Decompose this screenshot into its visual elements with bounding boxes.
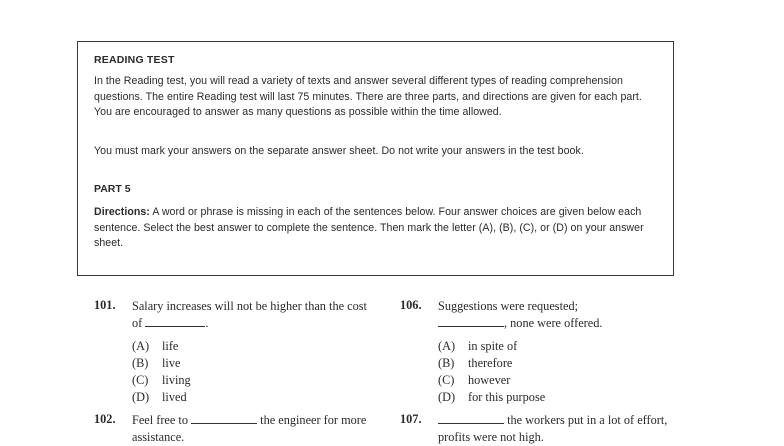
stem-text-after: .	[205, 316, 209, 330]
answer-sheet-instructions: You must mark your answers on the separate answer sheet. Do not write your answers in the test book.	[94, 145, 584, 157]
option-b: (B) therefore	[438, 356, 513, 370]
reading-test-instructions-box	[77, 41, 674, 276]
answer-blank	[438, 316, 504, 327]
answer-blank	[145, 316, 205, 327]
stem-text-after: the engineer for more assistance.	[132, 413, 367, 444]
part-title: PART 5	[94, 183, 131, 195]
reading-test-intro: In the Reading test, you will read a variety of texts and answer several different types of reading comprehension questions. The entire Reading test will last 75 minutes. There are three parts, and directions are given for each part. You are encouraged to answer as many questions as possible within the time allowed.	[94, 75, 642, 118]
option-a: (A) in spite of	[438, 339, 518, 353]
answer-options	[438, 338, 545, 406]
reading-test-title: READING TEST	[94, 54, 175, 66]
question-stem	[132, 298, 372, 332]
question-number: 107.	[400, 412, 422, 426]
answer-options	[132, 338, 191, 406]
option-d: (D) for this purpose	[438, 390, 546, 404]
answer-blank	[191, 413, 257, 424]
question-number: 101.	[94, 298, 116, 312]
option-c: (C) however	[438, 373, 511, 387]
stem-text: Suggestions were requested;	[438, 299, 579, 313]
option-c: (C) living	[132, 373, 191, 387]
option-d: (D) lived	[132, 390, 187, 404]
question-number: 102.	[94, 412, 116, 426]
stem-text: Feel free to	[132, 413, 188, 427]
option-a: (A) life	[132, 339, 179, 353]
directions-label: Directions:	[94, 206, 150, 218]
answer-blank	[438, 413, 504, 424]
stem-text-after: , none were offered.	[504, 316, 603, 330]
question-number: 106.	[400, 298, 422, 312]
question-stem	[438, 298, 678, 332]
stem-text-after: the workers put in a lot of effort, profits were not high.	[438, 413, 668, 444]
stem-text: Salary increases will not be higher than the cost of	[132, 299, 367, 330]
directions-text: A word or phrase is missing in each of the sentences below. Four answer choices are given below each sentence. Select the best answer to complete the sentence. Then mark the letter (A), (B), (C), or (D) on your answer sheet.	[94, 206, 644, 249]
option-b: (B) live	[132, 356, 181, 370]
directions	[94, 205, 655, 252]
